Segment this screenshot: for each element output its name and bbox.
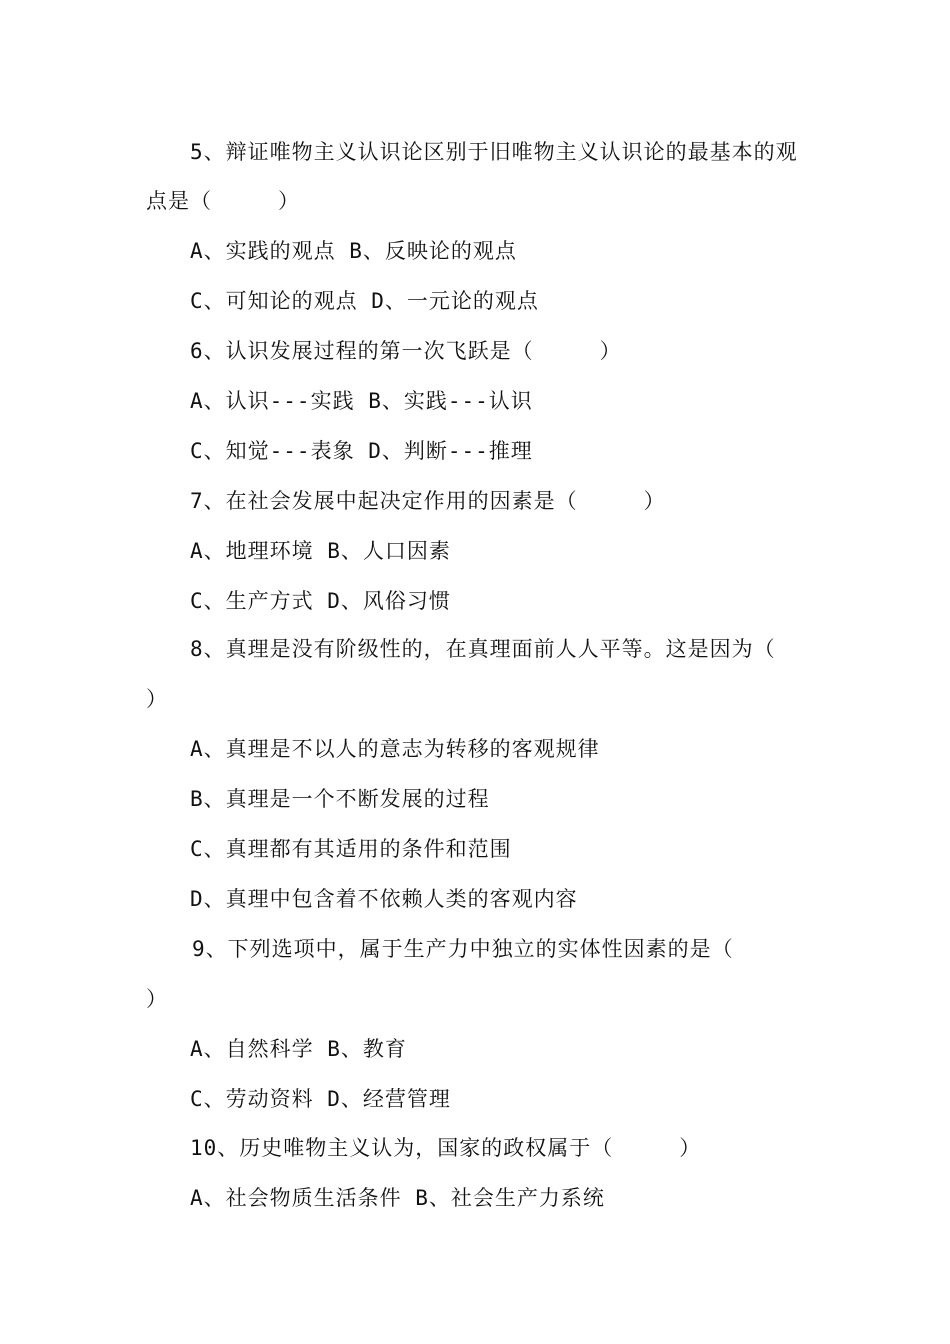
question-5-stem-line-1: 5、辩证唯物主义认识论区别于旧唯物主义认识论的最基本的观 <box>190 140 798 164</box>
question-10-options-ab: A、社会物质生活条件 B、社会生产力系统 <box>190 1186 605 1210</box>
question-9-options-ab: A、自然科学 B、教育 <box>190 1037 407 1061</box>
question-8-option-c: C、真理都有其适用的条件和范围 <box>190 837 512 861</box>
question-6-stem: 6、认识发展过程的第一次飞跃是（ ） <box>190 339 622 363</box>
question-9-stem-line-2: ） <box>146 987 168 1011</box>
question-8-option-a: A、真理是不以人的意志为转移的客观规律 <box>190 737 600 761</box>
question-5-options-cd: C、可知论的观点 D、一元论的观点 <box>190 289 539 313</box>
question-9-options-cd: C、劳动资料 D、经营管理 <box>190 1087 451 1111</box>
question-7-options-ab: A、地理环境 B、人口因素 <box>190 539 451 563</box>
question-8-stem-line-2: ） <box>146 687 168 711</box>
question-8-option-d: D、真理中包含着不依赖人类的客观内容 <box>190 887 578 911</box>
question-8-option-b: B、真理是一个不断发展的过程 <box>190 787 490 811</box>
question-7-stem: 7、在社会发展中起决定作用的因素是（ ） <box>190 489 666 513</box>
question-6-options-cd: C、知觉---表象 D、判断---推理 <box>190 439 533 463</box>
question-10-stem: 10、历史唯物主义认为，国家的政权属于（ ） <box>190 1136 702 1160</box>
question-6-options-ab: A、认识---实践 B、实践---认识 <box>190 389 533 413</box>
question-8-stem-line-1: 8、真理是没有阶级性的，在真理面前人人平等。这是因为（ <box>190 637 776 661</box>
question-5-options-ab: A、实践的观点 B、反映论的观点 <box>190 239 517 263</box>
question-7-options-cd: C、生产方式 D、风俗习惯 <box>190 589 451 613</box>
question-9-stem-line-1: 9、下列选项中，属于生产力中独立的实体性因素的是（ <box>192 937 734 961</box>
question-5-stem-line-2: 点是（ ） <box>146 189 300 213</box>
